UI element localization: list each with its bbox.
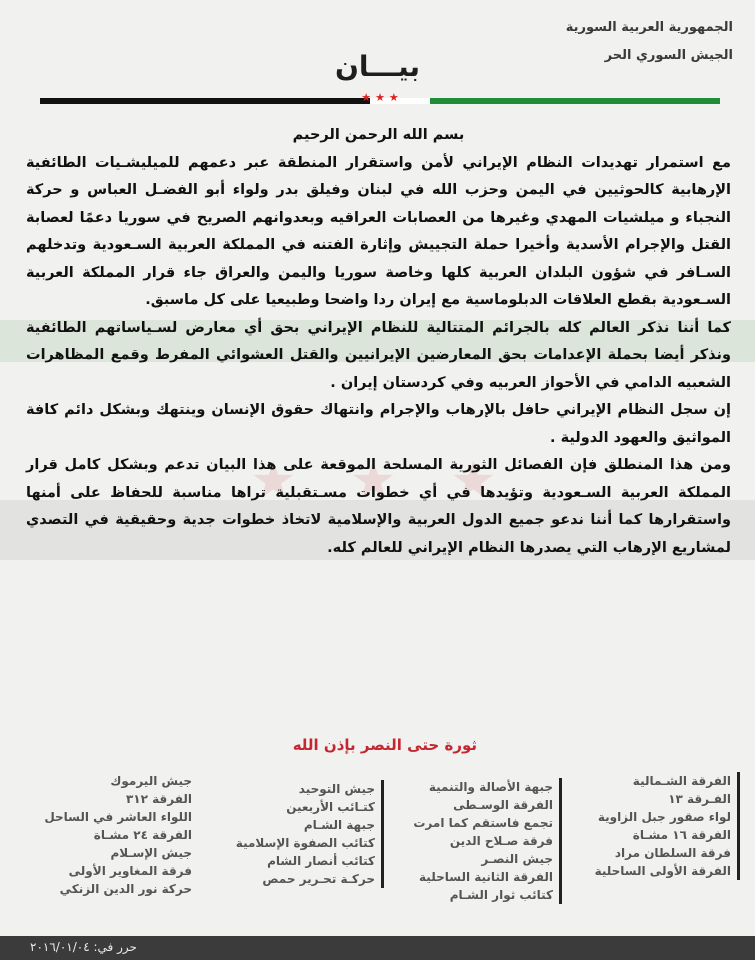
unit-name: اللواء العاشر في الساحل bbox=[44, 810, 192, 824]
unit-column-4 bbox=[42, 772, 192, 898]
unit-name: جيش النصـر bbox=[481, 852, 553, 866]
unit-name: كتائب أنصار الشام bbox=[267, 854, 375, 868]
unit-name: الفرقة ٣١٢ bbox=[125, 792, 192, 806]
unit-name: كتائب الصفوة الإسلامية bbox=[235, 836, 375, 850]
unit-name: لواء صقور جبل الزاوية bbox=[597, 810, 731, 824]
flag-stars-icon: ★★★ bbox=[361, 91, 403, 104]
unit-name: حركـة تحـرير حمص bbox=[262, 872, 375, 886]
paragraph-3: إن سجل النظام الإيراني حافل بالإرهاب والإجرام وانتهاك حقوق الإنسان وينتهك وبشكل دائم كافة المواثيق والعهود الدولية . bbox=[26, 402, 731, 446]
paragraph-2: كما أننا نذكر العالم كله بالجرائم المتتالية للنظام الإيراني بحق أي معارض لسـياساتهم الطائفية ونذكر أيضا بحملة الإعدامات بحق المعارضين الإيرانيين والقتل العشوائي المفرط وقمع المظاهرات الشعبيه الدامي في الأحواز العربيه وفي كردستان إيران . bbox=[26, 319, 731, 391]
signatory-units bbox=[24, 772, 740, 932]
paragraph-4: ومن هذا المنطلق فإن الفصائل الثورية المسلحة الموقعة على هذا البيان تدعم وبشكل كامل قرار المملكة العربية السـعودية وتؤيدها في أي خطوات مسـتقبلية تراها مناسبة للحفاظ على أمنها واستقرارها كما أننا ندعو جميع الدول العربية والإسلامية لاتخاذ خطوات جدية وحقيقية في التصدي لمشاريع الإرهاب التي يصدرها النظام الإيراني للعالم كله. bbox=[26, 457, 731, 556]
unit-name: الفرقة الأولى الساحلية bbox=[594, 864, 731, 878]
unit-name: جيش الإسـلام bbox=[110, 846, 192, 860]
basmala: بسم الله الرحمن الرحيم bbox=[292, 127, 465, 143]
unit-name: جيش اليرموك bbox=[110, 774, 192, 788]
header-country: الجمهورية العربية السورية bbox=[565, 20, 733, 35]
unit-name: فرقة صـلاح الدين bbox=[449, 834, 553, 848]
unit-name: فرقة المغاوير الأولى bbox=[68, 864, 192, 878]
unit-name: الفرقة الوسـطى bbox=[453, 798, 553, 812]
unit-name: جيش التوحيد bbox=[298, 782, 375, 796]
statement-body bbox=[26, 122, 731, 562]
paragraph-1: مع استمرار تهديدات النظام الإيراني لأمن واستقرار المنطقة عبر دعمهم للميليشـيات الطائفية الإرهابية كالحوثيين في اليمن وحزب الله في لبنان وفيلق بدر ولواء أبو الفضـل العباس و حركة النجباء و ميلشيات المهدي وغيرها من العصابات العراقيه وبعدوانهم الصريح في سوريا دعمًا لعصابة القتل والإجرام الأسدية وأخيرا حملة التجييش وإثارة الفتنه في المملكة العربية السـعودية وتدخلهم السـافر في شؤون البلدان العربية كلها وخاصة سوريا واليمن والعراق جاء قرار المملكة العربية السـعودية بقطع العلاقات الدبلوماسية مع إيران ردا واضحا وطبيعيا على كل ماسبق. bbox=[26, 154, 731, 308]
star-watermark-icon: ★ bbox=[250, 451, 297, 511]
unit-name: جبهة الأصالة والتنمية bbox=[428, 780, 553, 794]
unit-name: الفرقة ١٦ مشـاة bbox=[632, 828, 731, 842]
unit-column-3 bbox=[225, 780, 384, 888]
slogan: ثورة حتى النصر بإذن الله bbox=[292, 736, 477, 754]
statement-title: بيـــان bbox=[334, 50, 421, 83]
unit-name: الفرقة ٢٤ مشـاة bbox=[93, 828, 192, 842]
header-army: الجيش السوري الحر bbox=[604, 48, 733, 63]
footer-bar bbox=[0, 936, 755, 960]
unit-name: تجمع فاستقم كما امرت bbox=[413, 816, 553, 830]
unit-name: كتائب ثوار الشـام bbox=[449, 888, 553, 902]
unit-name: فرقة السلطان مراد bbox=[614, 846, 731, 860]
unit-name: كتـائب الأربعين bbox=[286, 800, 375, 814]
star-watermark-icon: ★ bbox=[450, 451, 497, 511]
issue-date: حرر في: ٢٠١٦/٠١/٠٤ bbox=[30, 940, 137, 954]
unit-column-2 bbox=[403, 778, 562, 904]
unit-column-1 bbox=[581, 772, 740, 880]
unit-name: الفرقة الثانية الساحلية bbox=[419, 870, 553, 884]
unit-name: حركة نور الدين الزنكي bbox=[59, 882, 192, 896]
star-watermark-icon: ★ bbox=[350, 451, 397, 511]
unit-name: الفـرقة ١٣ bbox=[668, 792, 731, 806]
unit-name: الفرقة الشـمالية bbox=[632, 774, 731, 788]
unit-name: جبهة الشـام bbox=[303, 818, 375, 832]
